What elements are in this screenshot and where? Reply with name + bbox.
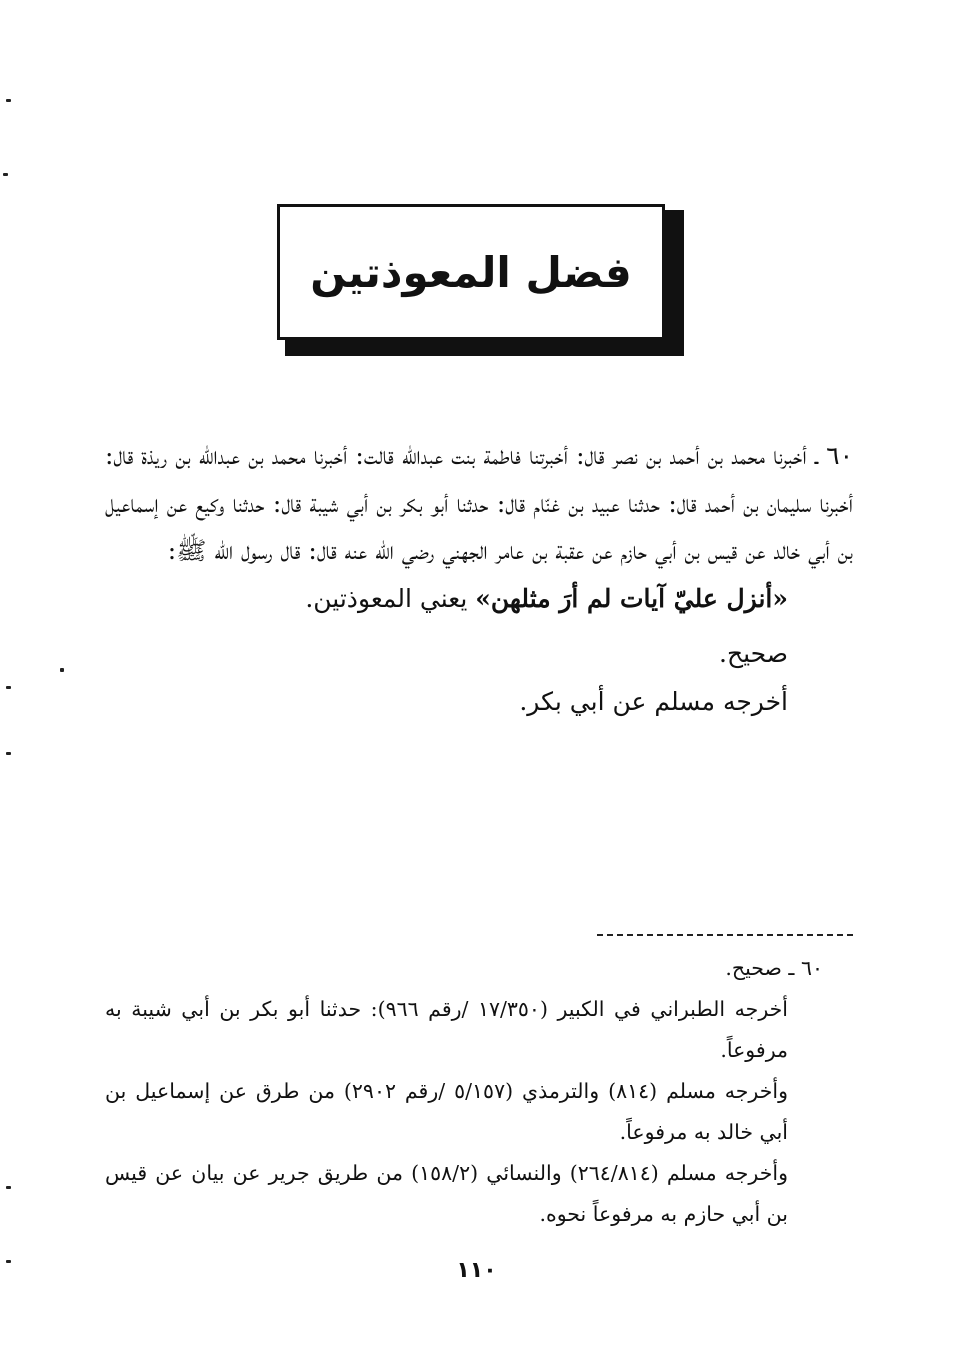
footnote-item: أخرجه الطبراني في الكبير (١٧/٣٥٠ /رقم ٩٦٦): حدثنا أبو بكر بن أبي شيبة به مرفوعاً. <box>105 997 788 1062</box>
hadith-quote: «أنزل عليّ آيات لم أرَ مثلهن» <box>475 583 788 613</box>
footnotes <box>105 948 853 1235</box>
scan-speck <box>6 752 11 755</box>
scan-speck <box>60 668 64 672</box>
scan-speck <box>6 686 11 689</box>
footnote-item: وأخرجه مسلم (٨١٤) والترمذي (٥/١٥٧ /رقم ٢٩٠٢) من طرق عن إسماعيل بن أبي خالد به مرفوعاً. <box>105 1079 788 1144</box>
chapter-title: فضل المعوذتين <box>310 247 632 297</box>
hadith-body <box>105 432 853 726</box>
chapter-title-box <box>277 204 665 340</box>
hadith-source: أخرجه مسلم عن أبي بكر. <box>519 686 788 716</box>
footnote-item: وأخرجه مسلم (٢٦٤/٨١٤) والنسائي (١٥٨/٢) من طريق جرير عن بيان عن قيس بن أبي حازم به مرفوعاً نحوه. <box>105 1161 788 1226</box>
page-number: ١١٠ <box>456 1258 497 1283</box>
scan-speck <box>3 173 8 176</box>
hadith-quote-tail: يعني المعوذتين. <box>305 583 476 613</box>
scan-speck <box>6 1186 11 1189</box>
hadith-chain: ٦٠ ـ أخبرنا محمد بن أحمد بن نصر قال: أخبرتنا فاطمة بنت عبدالله قالت: أخبرنا محمد بن عبدالله بن ريذة قال: أخبرنا سليمان بن أحمد قال: حدثنا عبيد بن غنّام قال: حدثنا أبو بكر بن أبي شيبة قال: حدثنا وكيع عن إسماعيل بن أبي خالد عن قيس بن أبي حازم عن عقبة بن عامر الجهني رضي الله عنه قال: قال رسول الله ﷺ: <box>105 441 853 566</box>
scan-speck <box>6 99 11 102</box>
footnote-heading: ٦٠ ـ صحيح. <box>725 956 823 980</box>
hadith-grade: صحيح. <box>719 639 788 669</box>
hadith-text-line <box>105 575 853 623</box>
footnote-separator <box>597 934 853 936</box>
